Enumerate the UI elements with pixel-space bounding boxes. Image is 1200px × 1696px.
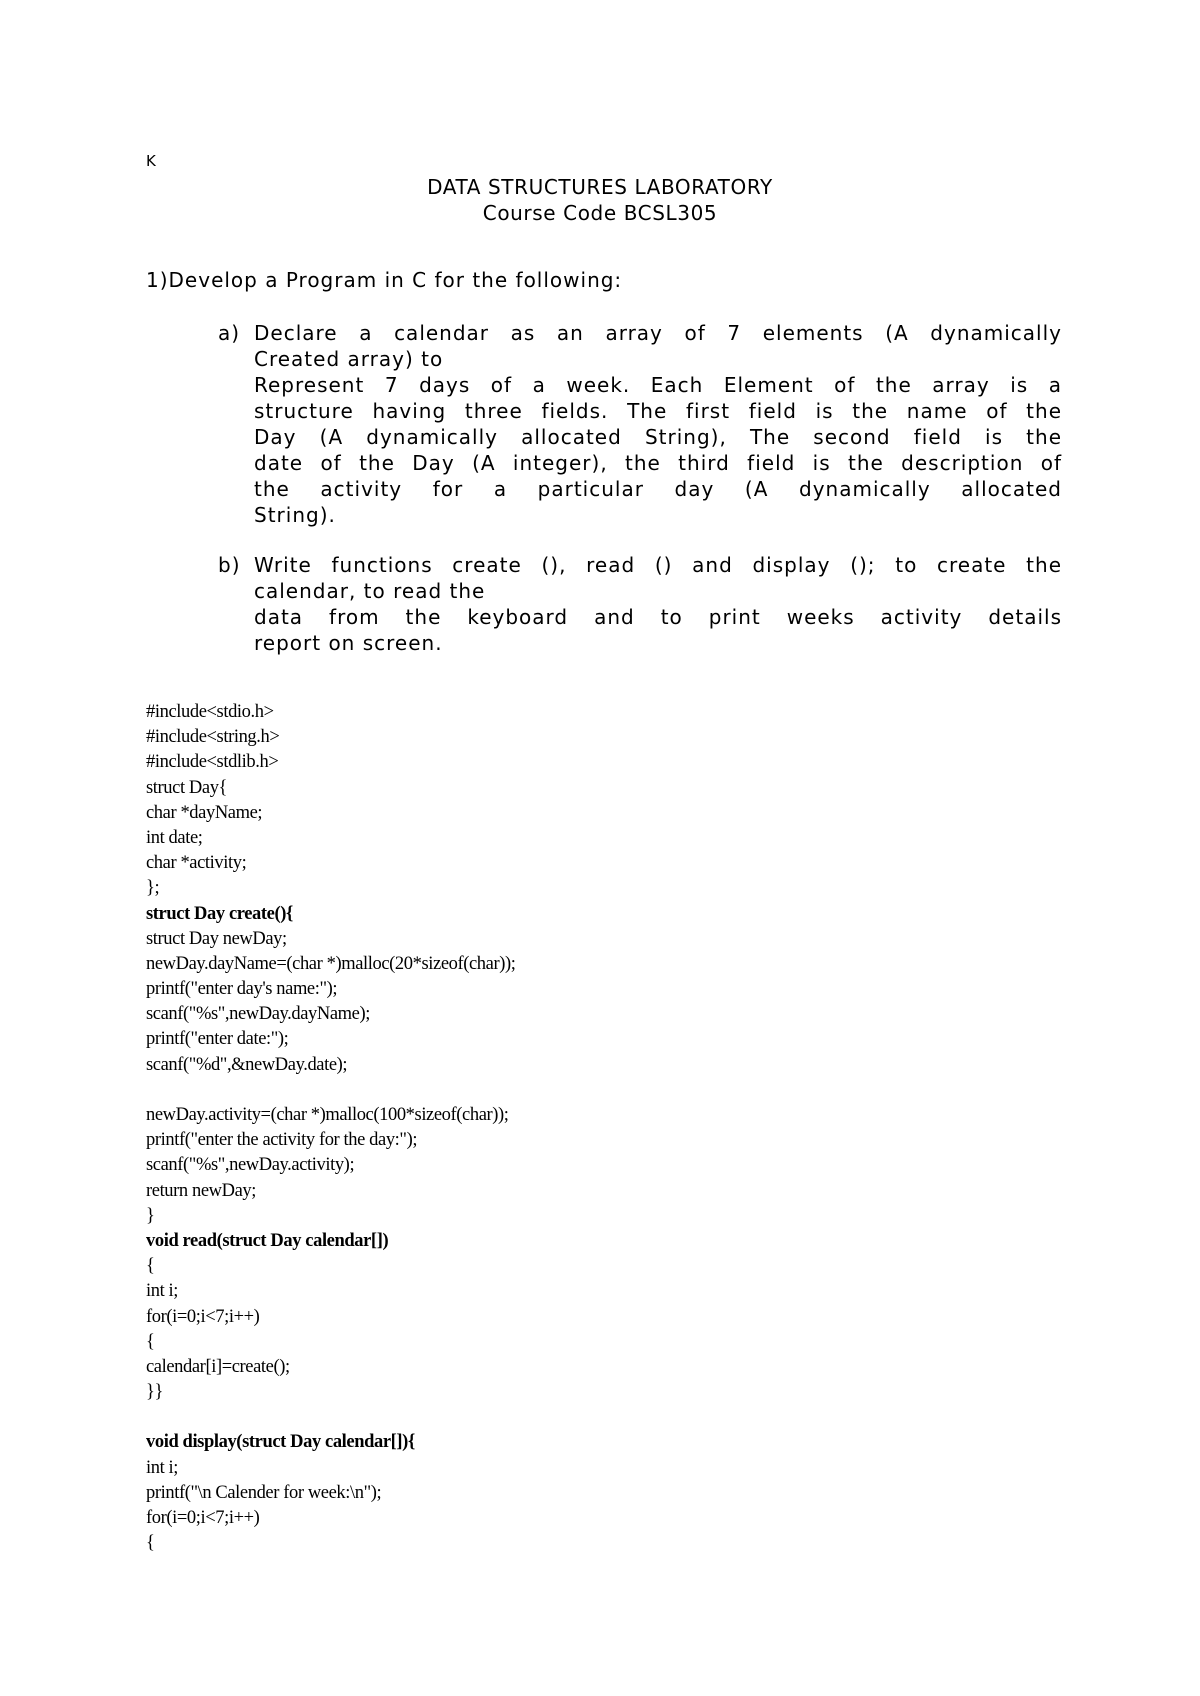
item-line: report on screen. [254, 631, 443, 655]
item-line: calendar, to read the [254, 579, 486, 603]
code-line: int i; [146, 1281, 179, 1302]
code-line: int date; [146, 827, 203, 848]
code-line: for(i=0;i<7;i++) [146, 1306, 260, 1327]
item-line: Write functions create (), read () and display (); to create the [254, 553, 1062, 577]
code-listing [146, 700, 516, 1556]
code-line: int i; [146, 1457, 179, 1478]
code-line: char *activity; [146, 853, 247, 874]
code-blank-line [146, 1405, 516, 1430]
code-line: #include<stdio.h> [146, 702, 274, 722]
item-text [254, 552, 1062, 656]
code-line: scanf("%s",newDay.dayName); [146, 1004, 370, 1025]
item-line: Represent 7 days of a week. Each Element of the array is a [254, 373, 1062, 397]
code-line: scanf("%s",newDay.activity); [146, 1155, 355, 1176]
code-line-function-signature: void read(struct Day calendar[]) [146, 1230, 389, 1251]
code-line: }; [146, 878, 160, 899]
code-blank-line [146, 1078, 516, 1103]
question-item-a [218, 320, 1062, 528]
code-line: }} [146, 1382, 163, 1403]
code-line: scanf("%d",&newDay.date); [146, 1054, 348, 1075]
item-line: date of the Day (A integer), the third field is the description of [254, 451, 1062, 475]
code-line: printf("enter date:"); [146, 1029, 289, 1050]
code-line: struct Day newDay; [146, 928, 287, 949]
corner-mark: K [146, 152, 156, 170]
document-title: DATA STRUCTURES LABORATORY [427, 175, 773, 199]
item-line: data from the keyboard and to print weeks activity details [254, 605, 1062, 629]
item-line: structure having three fields. The first field is the name of the [254, 399, 1062, 423]
course-code: Course Code BCSL305 [482, 201, 718, 225]
code-line: for(i=0;i<7;i++) [146, 1508, 260, 1528]
question-heading: 1)Develop a Program in C for the following: [146, 268, 623, 292]
item-line: Created array) to [254, 347, 444, 371]
item-line: String). [254, 503, 336, 527]
question-item-b [218, 552, 1062, 656]
code-line: return newDay; [146, 1180, 256, 1201]
item-marker: a) [218, 321, 241, 345]
code-line-function-signature: struct Day create(){ [146, 903, 293, 924]
item-line: the activity for a particular day (A dynamically allocated [254, 477, 1062, 501]
code-line: struct Day{ [146, 777, 228, 798]
title-block [0, 174, 1200, 226]
code-line-function-signature: void display(struct Day calendar[]){ [146, 1432, 415, 1453]
code-line: printf("\n Calender for week:\n"); [146, 1482, 382, 1503]
code-line: { [146, 1533, 155, 1554]
code-line: char *dayName; [146, 802, 263, 823]
code-line: #include<string.h> [146, 727, 280, 748]
code-line: } [146, 1205, 155, 1226]
item-line: Declare a calendar as an array of 7 elements (A dynamically [254, 321, 1062, 345]
code-line: printf("enter the activity for the day:"); [146, 1130, 418, 1151]
item-marker: b) [218, 553, 241, 577]
item-line: Day (A dynamically allocated String), The second field is the [254, 425, 1062, 449]
code-line: { [146, 1256, 155, 1277]
code-line: newDay.dayName=(char *)malloc(20*sizeof(char)); [146, 953, 516, 974]
code-line: calendar[i]=create(); [146, 1356, 290, 1377]
code-line: #include<stdlib.h> [146, 752, 279, 773]
code-line: printf("enter day's name:"); [146, 979, 338, 1000]
code-line: { [146, 1331, 155, 1352]
item-text [254, 320, 1062, 528]
code-line: newDay.activity=(char *)malloc(100*sizeof(char)); [146, 1105, 509, 1125]
